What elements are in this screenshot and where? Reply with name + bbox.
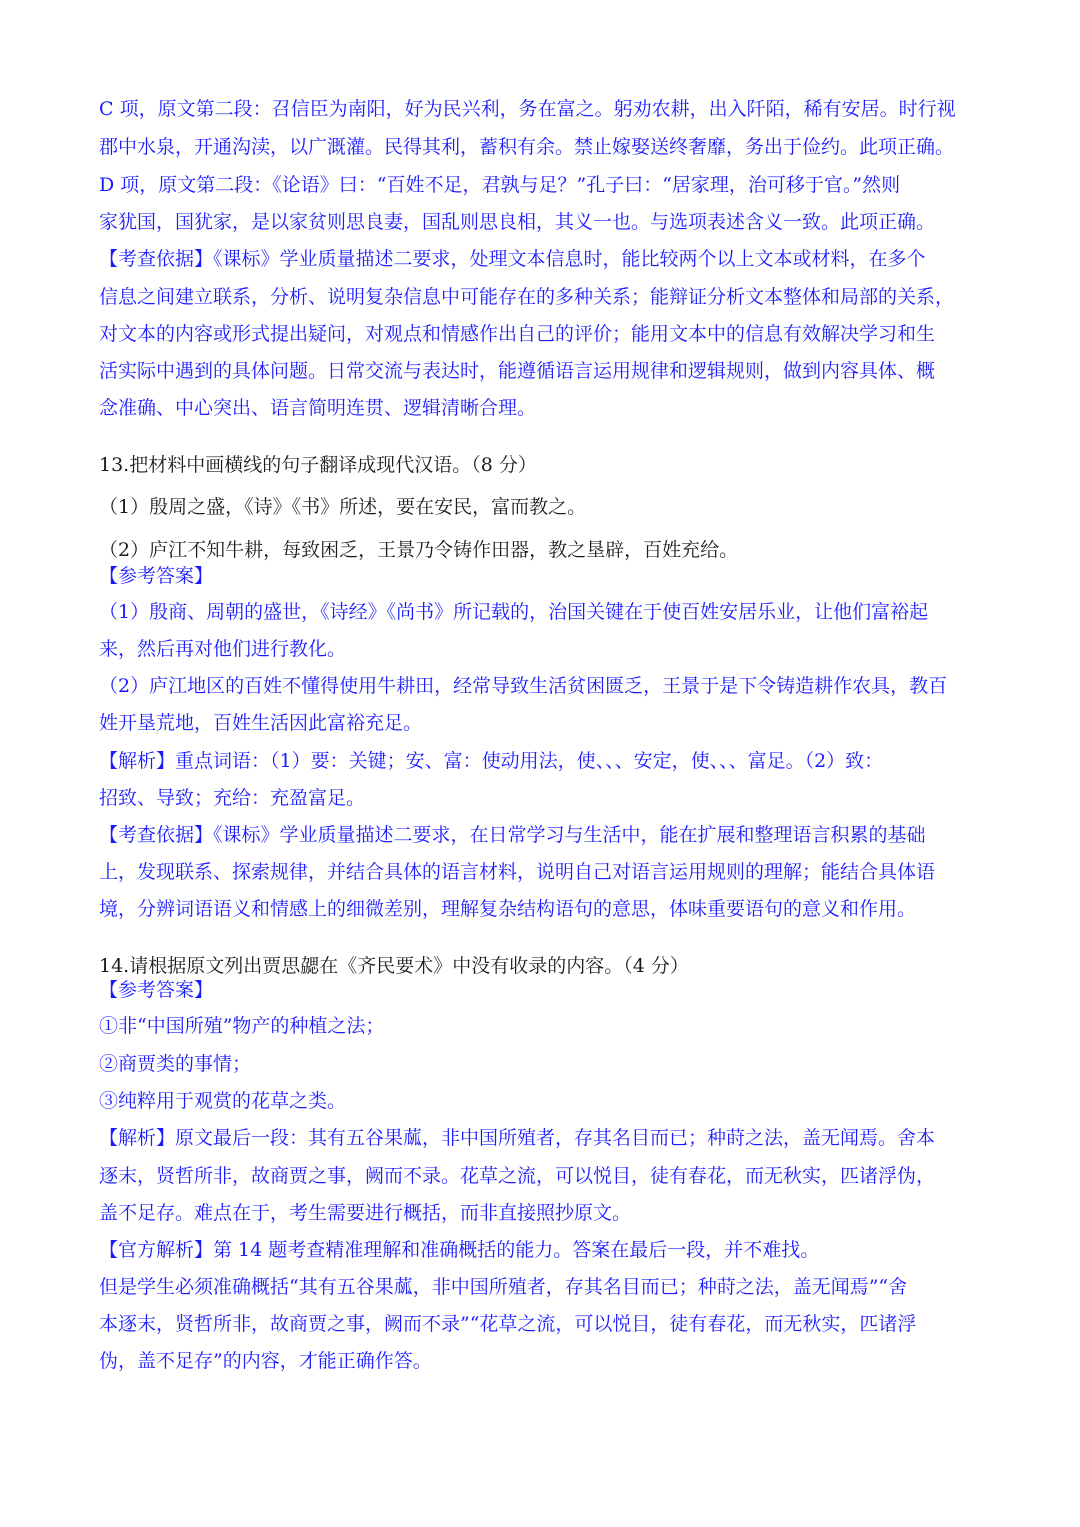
q13-analysis-line-2: 招致、导致；充给：充盈富足。 [99, 787, 366, 809]
q13-answer-line-4: 姓开垦荒地，百姓生活因此富裕充足。 [99, 712, 423, 734]
q12-basis-line-5: 念准确、中心突出、语言简明连贯、逻辑清晰合理。 [99, 397, 537, 419]
q13-item-2: （2）庐江不知牛耕，每致困乏，王景乃令铸作田器，教之垦辟，百姓充给。 [99, 539, 739, 561]
q14-analysis-line-1: 【解析】原文最后一段：其有五谷果蓏，非中国所殖者，存其名目而已；种莳之法，盖无闻焉。舍本 [99, 1127, 936, 1149]
q13-answer-line-2: 来，然后再对他们进行教化。 [99, 638, 347, 660]
q14-answer-heading: 【参考答案】 [99, 979, 214, 1001]
q14-analysis-line-3: 盖不足存。难点在于，考生需要进行概括，而非直接照抄原文。 [99, 1202, 632, 1224]
option-d-line-2: 家犹国，国犹家，是以家贫则思良妻，国乱则思良相，其义一也。与选项表述含义一致。此项正确。 [99, 211, 936, 233]
q13-title: 13.把材料中画横线的句子翻译成现代汉语。（8 分） [99, 454, 537, 476]
q12-basis-line-1: 【考查依据】《课标》学业质量描述二要求，处理文本信息时，能比较两个以上文本或材料，在多个 [99, 248, 926, 270]
q13-answer-line-3: （2）庐江地区的百姓不懂得使用牛耕田，经常导致生活贫困匮乏，王景于是下令铸造耕作农具，教百 [99, 675, 948, 697]
q12-basis-line-3: 对文本的内容或形式提出疑问，对观点和情感作出自己的评价；能用文本中的信息有效解决学习和生 [99, 323, 936, 345]
option-c-line-2: 郡中水泉，开通沟渎，以广溉灌。民得其利，蓄积有余。禁止嫁娶送终奢靡，务出于俭约。此项正确。 [99, 136, 955, 158]
q13-answer-heading: 【参考答案】 [99, 565, 214, 587]
q13-answer-line-1: （1）殷商、周朝的盛世，《诗经》《尚书》所记载的，治国关键在于使百姓安居乐业，让他们富裕起 [99, 601, 929, 623]
q14-answer-item-2: ②商贾类的事情； [99, 1053, 252, 1075]
q14-official-line-1: 【官方解析】第 14 题考查精准理解和准确概括的能力。答案在最后一段，并不难找。 [99, 1239, 820, 1261]
q14-answer-item-3: ③纯粹用于观赏的花草之类。 [99, 1090, 347, 1112]
q14-analysis-line-2: 逐末，贤哲所非，故商贾之事，阙而不录。花草之流，可以悦目，徒有春花，而无秋实，匹诸浮伪， [99, 1165, 936, 1187]
q14-title: 14.请根据原文列出贾思勰在《齐民要术》中没有收录的内容。（4 分） [99, 955, 689, 977]
option-c-line-1: C 项，原文第二段：召信臣为南阳，好为民兴利，务在富之。躬劝农耕，出入阡陌，稀有安居。时行视 [99, 98, 956, 120]
option-d-line-1: D 项，原文第二段：《论语》曰：“百姓不足，君孰与足？”孔子曰：“居家理，治可移于官。”然则 [99, 174, 901, 196]
q13-basis-line-3: 境，分辨词语语义和情感上的细微差别，理解复杂结构语句的意思，体味重要语句的意义和作用。 [99, 898, 917, 920]
q14-answer-item-1: ①非“中国所殖”物产的种植之法； [99, 1015, 385, 1037]
q13-basis-line-1: 【考查依据】《课标》学业质量描述二要求，在日常学习与生活中，能在扩展和整理语言积累的基础 [99, 824, 926, 846]
q13-analysis-line-1: 【解析】重点词语：（1）要：关键；安、富：使动用法，使、、、安定，使、、、富足。（2）致： [99, 750, 884, 772]
q13-item-1: （1）殷周之盛，《诗》《书》所述，要在安民，富而教之。 [99, 496, 587, 518]
q14-official-line-4: 伪，盖不足存”的内容，才能正确作答。 [99, 1350, 432, 1372]
q14-official-line-3: 本逐末，贤哲所非，故商贾之事，阙而不录”“花草之流，可以悦目，徒有春花，而无秋实，匹诸浮 [99, 1313, 917, 1335]
q12-basis-line-4: 活实际中遇到的具体问题。日常交流与表达时，能遵循语言运用规律和逻辑规则，做到内容具体、概 [99, 360, 936, 382]
q12-basis-line-2: 信息之间建立联系，分析、说明复杂信息中可能存在的多种关系；能辩证分析文本整体和局部的关系， [99, 286, 955, 308]
q13-basis-line-2: 上，发现联系、探索规律，并结合具体的语言材料，说明自己对语言运用规则的理解；能结合具体语 [99, 861, 936, 883]
q14-official-line-2: 但是学生必须准确概括“其有五谷果蓏，非中国所殖者，存其名目而已；种莳之法，盖无闻焉”“舍 [99, 1276, 908, 1298]
